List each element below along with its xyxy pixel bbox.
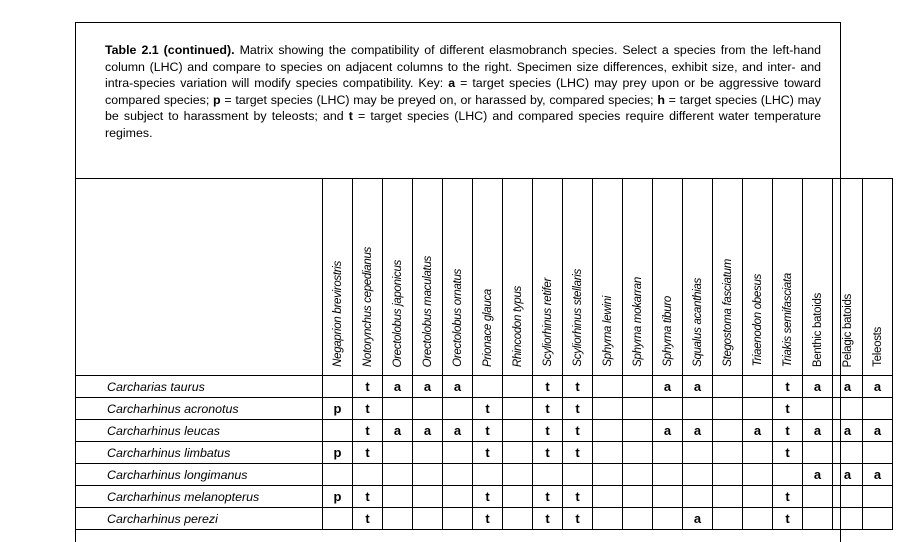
matrix-cell: p	[323, 398, 353, 420]
column-header	[443, 179, 473, 376]
matrix-cell	[863, 508, 893, 530]
matrix-cell: t	[773, 376, 803, 398]
column-header-row	[76, 179, 893, 376]
matrix-cell: t	[563, 398, 593, 420]
matrix-cell	[803, 508, 833, 530]
matrix-cell: a	[383, 420, 413, 442]
column-header	[713, 179, 743, 376]
matrix-cell: t	[773, 442, 803, 464]
matrix-cell: t	[773, 486, 803, 508]
matrix-cell	[443, 398, 473, 420]
matrix-cell: a	[683, 376, 713, 398]
matrix-cell	[653, 442, 683, 464]
column-label: Orectolobus ornatus	[451, 269, 464, 367]
matrix-cell: t	[473, 442, 503, 464]
matrix-cell	[653, 464, 683, 486]
matrix-cell: a	[743, 420, 773, 442]
table-row	[76, 486, 893, 508]
key-t: t	[348, 109, 353, 124]
matrix-cell	[503, 464, 533, 486]
species-name: Carcharhinus limbatus	[76, 442, 323, 464]
table-row	[76, 398, 893, 420]
matrix-cell	[383, 464, 413, 486]
matrix-cell	[593, 508, 623, 530]
matrix-cell	[623, 486, 653, 508]
matrix-cell	[713, 464, 743, 486]
matrix-cell: t	[533, 508, 563, 530]
matrix-cell: a	[683, 508, 713, 530]
matrix-cell	[623, 442, 653, 464]
matrix-cell: t	[353, 442, 383, 464]
matrix-cell	[713, 442, 743, 464]
matrix-cell	[863, 398, 893, 420]
matrix-cell	[593, 464, 623, 486]
matrix-cell	[593, 442, 623, 464]
caption-text: = target species (LHC) may prey upon or be aggressive toward compared species;	[105, 76, 822, 107]
column-header	[863, 179, 893, 376]
matrix-cell	[863, 486, 893, 508]
matrix-cell: t	[773, 398, 803, 420]
matrix-cell: t	[533, 376, 563, 398]
column-header	[563, 179, 593, 376]
column-label: Teleosts	[871, 327, 884, 367]
column-label: Prionace glauca	[481, 289, 494, 367]
matrix-cell	[383, 442, 413, 464]
matrix-cell	[443, 464, 473, 486]
column-label: Pelagic batoids	[841, 293, 854, 367]
matrix-cell	[443, 508, 473, 530]
column-label: Scyliorhinus retifer	[541, 278, 554, 367]
matrix-cell	[623, 464, 653, 486]
caption-text: Matrix showing the compatibility of different elasmobranch species. Select a species from the left-hand column (LHC) and compare to species on adjacent columns to the right. Specimen size differences, exhibit size, and inter- and intra-species variation will modify species compatibility. Key:	[105, 43, 821, 91]
matrix-cell: a	[863, 464, 893, 486]
matrix-cell: a	[833, 464, 863, 486]
table-row	[76, 508, 893, 530]
matrix-cell	[383, 486, 413, 508]
matrix-cell: a	[863, 376, 893, 398]
matrix-cell	[323, 464, 353, 486]
matrix-cell: t	[773, 508, 803, 530]
matrix-cell	[653, 486, 683, 508]
matrix-cell: t	[353, 398, 383, 420]
matrix-cell	[743, 508, 773, 530]
column-label: Triaenodon obesus	[751, 274, 764, 367]
caption-title: Table 2.1 (continued).	[105, 43, 235, 57]
matrix-cell: t	[353, 420, 383, 442]
column-label: Rhincodon typus	[511, 285, 524, 367]
table-row	[76, 442, 893, 464]
matrix-cell: t	[473, 420, 503, 442]
matrix-cell	[473, 464, 503, 486]
table-row	[76, 420, 893, 442]
matrix-cell	[503, 420, 533, 442]
column-header	[473, 179, 503, 376]
matrix-cell	[323, 508, 353, 530]
matrix-cell	[653, 398, 683, 420]
matrix-cell	[683, 442, 713, 464]
matrix-cell: a	[833, 376, 863, 398]
matrix-cell: a	[683, 420, 713, 442]
column-label: Stegostoma fasciatum	[721, 259, 734, 367]
table-caption	[105, 42, 821, 142]
matrix-cell	[323, 420, 353, 442]
caption-text: = target species (LHC) and compared species require different water temperature regimes.	[105, 109, 821, 140]
matrix-cell	[683, 486, 713, 508]
column-label: Sphyrna lewini	[601, 296, 614, 367]
matrix-cell	[623, 420, 653, 442]
matrix-cell	[473, 376, 503, 398]
table-row	[76, 464, 893, 486]
matrix-cell	[683, 464, 713, 486]
species-name: Carcharhinus longimanus	[76, 464, 323, 486]
matrix-cell	[323, 376, 353, 398]
matrix-cell: t	[563, 376, 593, 398]
matrix-cell	[713, 398, 743, 420]
matrix-cell: t	[563, 486, 593, 508]
species-name: Carcharhinus perezi	[76, 508, 323, 530]
matrix-cell: t	[773, 420, 803, 442]
column-header	[503, 179, 533, 376]
matrix-cell	[743, 442, 773, 464]
matrix-cell	[383, 508, 413, 530]
matrix-cell	[443, 442, 473, 464]
matrix-cell	[413, 442, 443, 464]
matrix-cell	[743, 398, 773, 420]
table-row	[76, 376, 893, 398]
column-header	[413, 179, 443, 376]
matrix-cell: t	[473, 486, 503, 508]
matrix-cell: a	[863, 420, 893, 442]
matrix-cell	[413, 508, 443, 530]
matrix-cell	[503, 486, 533, 508]
matrix-cell: a	[803, 420, 833, 442]
column-header	[683, 179, 713, 376]
column-label: Negaprion brevirostris	[331, 261, 344, 367]
column-label: Orectolobus japonicus	[391, 259, 404, 367]
matrix-cell	[623, 376, 653, 398]
column-header	[653, 179, 683, 376]
matrix-cell: t	[563, 420, 593, 442]
matrix-cell: t	[563, 442, 593, 464]
matrix-cell: a	[833, 420, 863, 442]
matrix-cell	[533, 464, 563, 486]
matrix-cell: a	[383, 376, 413, 398]
matrix-cell	[833, 442, 863, 464]
matrix-cell: t	[353, 376, 383, 398]
matrix-cell	[383, 398, 413, 420]
matrix-cell	[833, 486, 863, 508]
column-header	[623, 179, 653, 376]
matrix-cell: a	[413, 420, 443, 442]
species-name: Carcharhinus leucas	[76, 420, 323, 442]
matrix-cell	[503, 508, 533, 530]
matrix-cell: t	[533, 420, 563, 442]
key-h: h	[657, 92, 665, 107]
caption-text: = target species (LHC) may be subject to harassment by teleosts; and	[105, 92, 821, 124]
matrix-cell	[803, 442, 833, 464]
matrix-cell	[713, 508, 743, 530]
column-header	[353, 179, 383, 376]
matrix-cell	[353, 464, 383, 486]
column-label: Sphyrna mokarran	[631, 277, 644, 367]
matrix-cell: a	[413, 376, 443, 398]
key-p: p	[213, 92, 221, 107]
matrix-cell	[713, 486, 743, 508]
matrix-cell	[743, 486, 773, 508]
matrix-cell	[773, 464, 803, 486]
caption-text: = target species (LHC) may be preyed on, or harassed by, compared species;	[220, 92, 658, 107]
matrix-cell: t	[473, 398, 503, 420]
matrix-cell	[413, 486, 443, 508]
matrix-cell: a	[653, 420, 683, 442]
matrix-cell	[863, 442, 893, 464]
matrix-cell: a	[443, 376, 473, 398]
matrix-cell	[683, 398, 713, 420]
column-label: Sphyrna tiburo	[661, 296, 674, 367]
matrix-cell	[833, 398, 863, 420]
matrix-cell: t	[353, 486, 383, 508]
column-label: Scyliorhinus stellaris	[571, 269, 584, 367]
matrix-cell: a	[443, 420, 473, 442]
matrix-cell	[623, 508, 653, 530]
matrix-cell	[593, 420, 623, 442]
matrix-cell	[593, 486, 623, 508]
matrix-cell: t	[473, 508, 503, 530]
matrix-cell: t	[533, 442, 563, 464]
matrix-cell	[803, 486, 833, 508]
matrix-cell: a	[653, 376, 683, 398]
matrix-cell	[593, 398, 623, 420]
species-name: Carcharias taurus	[76, 376, 323, 398]
matrix-cell	[743, 464, 773, 486]
column-header	[383, 179, 413, 376]
column-header	[803, 179, 833, 376]
column-header	[773, 179, 803, 376]
column-header	[533, 179, 563, 376]
matrix-cell: t	[533, 486, 563, 508]
column-header	[743, 179, 773, 376]
column-label: Orectolobus maculatus	[421, 255, 434, 367]
matrix-cell	[803, 398, 833, 420]
species-name: Carcharhinus melanopterus	[76, 486, 323, 508]
matrix-cell	[653, 508, 683, 530]
column-label: Triakis semifasciata	[781, 272, 794, 367]
matrix-cell: t	[353, 508, 383, 530]
column-header	[323, 179, 353, 376]
matrix-cell: a	[803, 376, 833, 398]
compatibility-matrix	[75, 178, 893, 530]
matrix-cell	[713, 376, 743, 398]
species-name: Carcharhinus acronotus	[76, 398, 323, 420]
matrix-cell	[413, 464, 443, 486]
key-a: a	[448, 76, 456, 91]
matrix-cell	[743, 376, 773, 398]
matrix-cell	[623, 398, 653, 420]
column-header	[593, 179, 623, 376]
matrix-cell	[413, 398, 443, 420]
matrix-cell	[563, 464, 593, 486]
matrix-cell	[503, 398, 533, 420]
matrix-cell	[833, 508, 863, 530]
matrix-cell	[503, 442, 533, 464]
matrix-cell: t	[563, 508, 593, 530]
column-label: Squalus acanthias	[691, 278, 704, 367]
matrix-cell	[713, 420, 743, 442]
matrix-cell	[503, 376, 533, 398]
matrix-cell	[443, 486, 473, 508]
column-label: Notorynchus cepedianus	[361, 247, 374, 367]
column-header	[833, 179, 863, 376]
matrix-cell: t	[533, 398, 563, 420]
matrix-body	[76, 376, 893, 530]
column-label: Benthic batoids	[811, 292, 824, 367]
matrix-cell: p	[323, 442, 353, 464]
matrix-cell	[593, 376, 623, 398]
species-column-header	[76, 179, 323, 376]
matrix-cell: a	[803, 464, 833, 486]
matrix-cell: p	[323, 486, 353, 508]
